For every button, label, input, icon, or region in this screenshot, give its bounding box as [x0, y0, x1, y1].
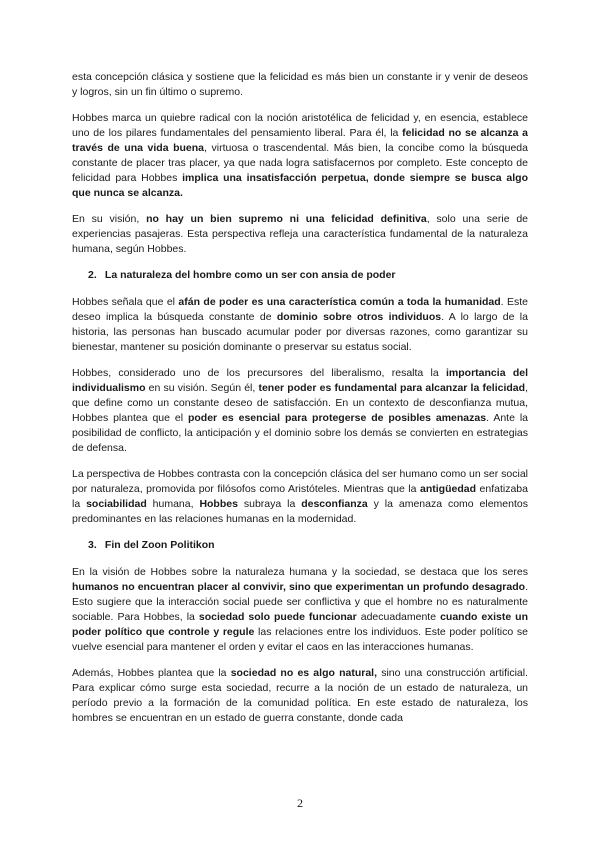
text-run: sino una construcción artificial. Para explicar cómo surge esta sociedad, recurre a la noción de un estado de naturaleza, un período previo a la formación de la comunidad política. En este estado de naturaleza, los hombres se encuentran en un estado de guerra constante, donde cada [72, 667, 529, 724]
section-heading-2 [88, 268, 528, 283]
section-number: 2. [88, 269, 97, 281]
document-page [72, 70, 528, 737]
bold-text: tener poder es fundamental para alcanzar la felicidad [258, 382, 526, 394]
text-run: En la visión de Hobbes sobre la naturaleza humana y la sociedad, se destaca que los seres [72, 566, 528, 578]
text-run: enfatizaba la [72, 483, 528, 510]
bold-text: sociedad no es algo natural, [230, 667, 378, 679]
text-run: , que define como un constante deseo de satisfacción. En un contexto de desconfianza mutua, Hobbes plantea que el [72, 382, 528, 424]
paragraph [72, 467, 528, 527]
bold-text: afán de poder es una característica común a toda la humanidad [178, 296, 501, 308]
text-run: La perspectiva de Hobbes contrasta con la concepción clásica del ser humano como un ser social por naturaleza, promovida por filósofos como Aristóteles. Mientras que la [72, 468, 528, 495]
text-run: . A lo largo de la historia, las personas han buscado acumular poder por diversas razones, como garantizar su bienestar, mantener su posición dominante o preservar su estatus social. [72, 311, 528, 353]
bold-text: antigüedad [420, 483, 477, 495]
text-run: subraya la [237, 498, 302, 510]
bold-text: implica una insatisfacción perpetua, donde siempre se busca algo que nunca se alcanza. [72, 172, 528, 199]
text-run: Hobbes marca un quiebre radical con la noción aristotélica de felicidad y, en esencia, establece uno de los pilares fundamentales del pensamiento liberal. Para él, la [72, 112, 528, 139]
section-title: La naturaleza del hombre como un ser con ansia de poder [104, 269, 396, 281]
text-run: las relaciones entre los individuos. Este poder político se vuelve esencial para mantener el orden y evitar el caos en las interacciones humanas. [72, 626, 528, 653]
bold-text: dominio sobre otros individuos [276, 311, 442, 323]
bold-text: sociedad solo puede funcionar [198, 611, 357, 623]
text-run: , solo una serie de experiencias pasajeras. Esta perspectiva refleja una característica fundamental de la naturaleza humana, según Hobbes. [72, 213, 528, 255]
text-run: . Esto sugiere que la interacción social puede ser conflictiva y que el hombre no es naturalmente sociable. Para Hobbes, la [72, 581, 528, 623]
section-number: 3. [88, 539, 97, 551]
text-run: . Ante la posibilidad de conflicto, la anticipación y el dominio sobre los demás se convierten en estrategias de defensa. [72, 412, 528, 454]
text-run: Además, Hobbes plantea que la [72, 667, 231, 679]
section-title: Fin del Zoon Politikon [104, 539, 215, 551]
bold-text: poder es esencial para protegerse de posibles amenazas [187, 412, 487, 424]
text-run: En su visión, [72, 213, 147, 225]
paragraph [72, 70, 528, 100]
text-run: en su visión. Según él, [145, 382, 259, 394]
text-run: esta concepción clásica y sostiene que la felicidad es más bien un constante ir y venir de deseos y logros, sin un fin último o supremo. [72, 71, 528, 98]
paragraph [72, 666, 528, 726]
bold-text: Hobbes [199, 498, 238, 510]
text-run: y la amenaza como elementos predominantes en las relaciones humanas en la modernidad. [72, 498, 528, 525]
text-run: Hobbes, considerado uno de los precursores del liberalismo, resalta la [72, 367, 447, 379]
bold-text: sociabilidad [86, 498, 147, 510]
section-2-paragraphs [72, 295, 528, 527]
section-heading-3 [88, 538, 528, 553]
paragraph [72, 565, 528, 655]
bold-text: importancia del individualismo [72, 367, 528, 394]
bold-text: cuando existe un poder político que controle y regule [72, 611, 528, 638]
intro-paragraphs [72, 70, 528, 257]
text-run: Hobbes señala que el [72, 296, 179, 308]
bold-text: humanos no encuentran placer al convivir, sino que experimentan un profundo desagrado [72, 581, 526, 593]
bold-text: desconfianza [301, 498, 368, 510]
paragraph [72, 111, 528, 201]
paragraph [72, 212, 528, 257]
page-number: 2 [297, 796, 303, 810]
bold-text: felicidad no se alcanza a través de una vida buena [72, 127, 528, 154]
bold-text: no hay un bien supremo ni una felicidad definitiva [146, 213, 427, 225]
paragraph [72, 366, 528, 456]
section-3-paragraphs [72, 565, 528, 726]
paragraph [72, 295, 528, 355]
text-run: . Este deseo implica la búsqueda constante de [72, 296, 528, 323]
text-run: adecuadamente [356, 611, 441, 623]
text-run: humana, [146, 498, 200, 510]
text-run: , virtuosa o trascendental. Más bien, la concibe como la búsqueda constante de placer tras placer, ya que nada logra satisfacernos por completo. Este concepto de felicidad para Hobbes [72, 142, 528, 184]
